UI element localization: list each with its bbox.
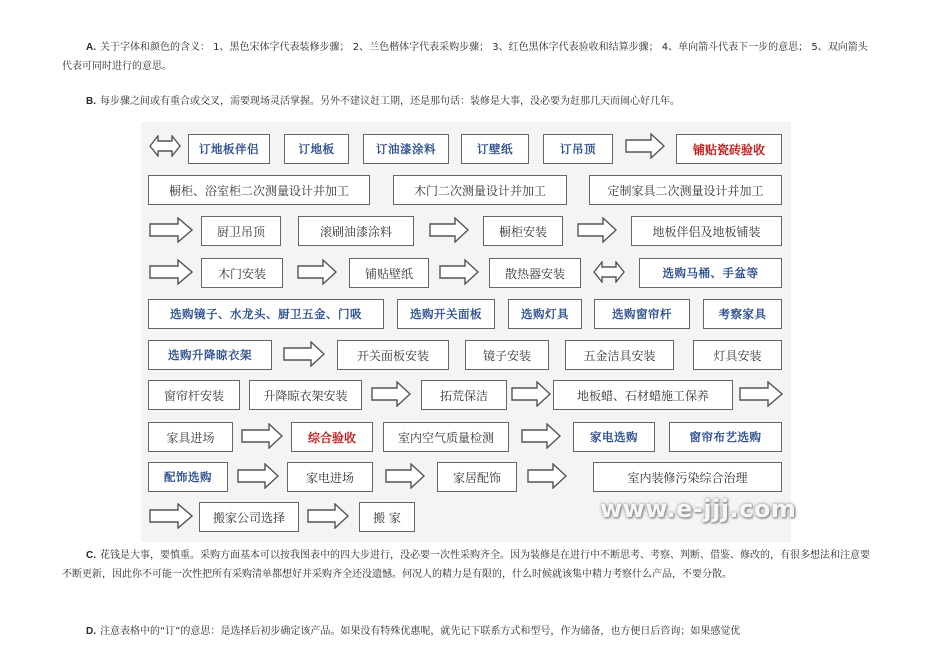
note-text-a: 关于字体和颜色的含义： 1、黑色宋体字代表装修步骤； 2、兰色楷体字代表采购步骤； 3、红色黑体字代表验收和结算步骤； 4、单向箭斗代表下一步的意思； 5、双向箭头代表可同时进行的意思。	[62, 42, 868, 72]
note-paragraph-c	[62, 546, 877, 584]
arrow-right-icon	[307, 503, 349, 529]
flow-step-custom-furniture-measure: 定制家具二次测量设计并加工	[589, 175, 782, 205]
flow-step-wallpaper-install: 铺贴壁纸	[349, 258, 429, 288]
arrow-right-icon	[739, 381, 783, 407]
double-arrow-icon	[593, 261, 625, 283]
arrow-right-icon	[149, 503, 193, 529]
flow-step-order-floor-accessories: 订地板伴侣	[188, 134, 270, 164]
arrow-right-icon	[385, 463, 425, 489]
flow-step-kitchen-bath-ceiling: 厨卫吊顶	[201, 216, 281, 246]
flow-step-mirror-install: 镜子安装	[465, 340, 549, 370]
note-label-b: B.	[86, 96, 96, 107]
arrow-right-icon	[577, 217, 617, 243]
flow-step-buy-curtain-rod: 选购窗帘杆	[594, 299, 690, 329]
note-label-a: A.	[86, 42, 96, 53]
note-label-c: C.	[86, 550, 96, 561]
flow-step-radiator-install: 散热器安装	[489, 258, 581, 288]
flow-step-rough-cleaning: 拓荒保洁	[421, 380, 507, 410]
note-paragraph-d	[62, 622, 877, 641]
flow-step-cabinet-install: 橱柜安装	[483, 216, 563, 246]
note-paragraph-b	[62, 92, 877, 111]
flow-step-curtain-rod-install: 窗帘杆安装	[148, 380, 240, 410]
flow-step-appliance-entry: 家电进场	[287, 462, 373, 492]
arrow-right-icon	[241, 423, 283, 449]
flow-step-inspect-furniture: 考察家具	[703, 299, 782, 329]
flow-step-door-install: 木门安装	[201, 258, 283, 288]
flow-step-paint-rolling: 滚刷油漆涂料	[298, 216, 414, 246]
flow-step-floor-wax: 地板蜡、石材蜡施工保养	[553, 380, 733, 410]
note-text-b: 每步骤之间或有重合或交叉，需要现场灵活掌握。另外不建议赶工期，还是那句话：装修是大事，没必要为赶那几天而闹心好几年。	[100, 96, 680, 107]
double-arrow-icon	[149, 135, 181, 157]
arrow-right-icon	[149, 217, 193, 243]
note-paragraph-a	[62, 38, 877, 76]
flow-step-buy-decor: 配饰选购	[148, 462, 228, 492]
note-text-c: 花钱是大事，要慎重。采购方面基本可以按我图表中的四大步进行，没必要一次性采购齐全。因为装修是在进行中不断思考、考察、判断、借鉴、修改的，有很多想法和注意要不断更新，因此你不可能一次性把所有采购清单都想好并采购齐全还没遗憾。何况人的精力是有限的，什么时候就该集中精力考察什么产品，不要分散。	[62, 550, 870, 580]
flow-step-buy-toilet-basin: 选购马桶、手盆等	[639, 258, 782, 288]
flow-step-choose-mover: 搬家公司选择	[199, 502, 299, 532]
flow-step-buy-curtains: 窗帘布艺选购	[669, 422, 782, 452]
flow-step-order-paint: 订油漆涂料	[363, 134, 449, 164]
arrow-right-icon	[283, 341, 325, 367]
flow-step-lamp-install: 灯具安装	[693, 340, 782, 370]
flow-step-final-acceptance: 综合验收	[291, 422, 373, 452]
flow-step-switch-install: 开关面板安装	[337, 340, 449, 370]
flow-step-drying-rack-install: 升降晾衣架安装	[249, 380, 362, 410]
arrow-right-icon	[521, 423, 561, 449]
arrow-right-icon	[439, 259, 479, 285]
flow-step-order-floor: 订地板	[284, 134, 349, 164]
flow-step-buy-drying-rack: 选购升降晾衣架	[148, 340, 272, 370]
flow-step-pollution-treatment: 室内装修污染综合治理	[593, 462, 782, 492]
arrow-right-icon	[527, 463, 567, 489]
arrow-right-icon	[371, 381, 411, 407]
flow-step-buy-lamps: 选购灯具	[508, 299, 582, 329]
flow-step-air-quality-test: 室内空气质量检测	[383, 422, 509, 452]
flow-step-furniture-entry: 家具进场	[148, 422, 233, 452]
arrow-right-icon	[429, 217, 469, 243]
watermark-text: www.e-jjj.com	[600, 495, 797, 523]
renovation-flowchart	[141, 122, 791, 542]
flow-step-home-decor: 家居配饰	[437, 462, 517, 492]
flow-step-order-wallpaper: 订壁纸	[461, 134, 529, 164]
flow-step-move-in: 搬 家	[359, 502, 415, 532]
arrow-right-icon	[237, 463, 279, 489]
flow-step-order-ceiling: 订吊顶	[543, 134, 613, 164]
flow-step-buy-mirror-faucet: 选购镜子、水龙头、厨卫五金、门吸	[148, 299, 384, 329]
arrow-right-icon	[149, 259, 193, 285]
flow-step-floor-install: 地板伴侣及地板铺装	[631, 216, 782, 246]
arrow-right-icon	[297, 259, 337, 285]
note-text-d: 注意表格中的“订”的意思：是选择后初步确定该产品。如果没有特殊优惠呢，就先记下联系方式和型号，作为储备，也方便日后咨询；如果感觉优	[100, 626, 741, 637]
flow-step-cabinet-measure: 橱柜、浴室柜二次测量设计并加工	[148, 175, 370, 205]
note-label-d: D.	[86, 626, 96, 637]
arrow-right-icon	[625, 133, 665, 159]
flow-step-hardware-install: 五金洁具安装	[565, 340, 674, 370]
arrow-right-icon	[511, 381, 551, 407]
flow-step-buy-switch-panel: 选购开关面板	[397, 299, 495, 329]
flow-step-buy-appliances: 家电选购	[573, 422, 655, 452]
flow-step-door-measure: 木门二次测量设计并加工	[393, 175, 567, 205]
flow-step-tile-acceptance: 铺贴瓷砖验收	[676, 134, 782, 164]
